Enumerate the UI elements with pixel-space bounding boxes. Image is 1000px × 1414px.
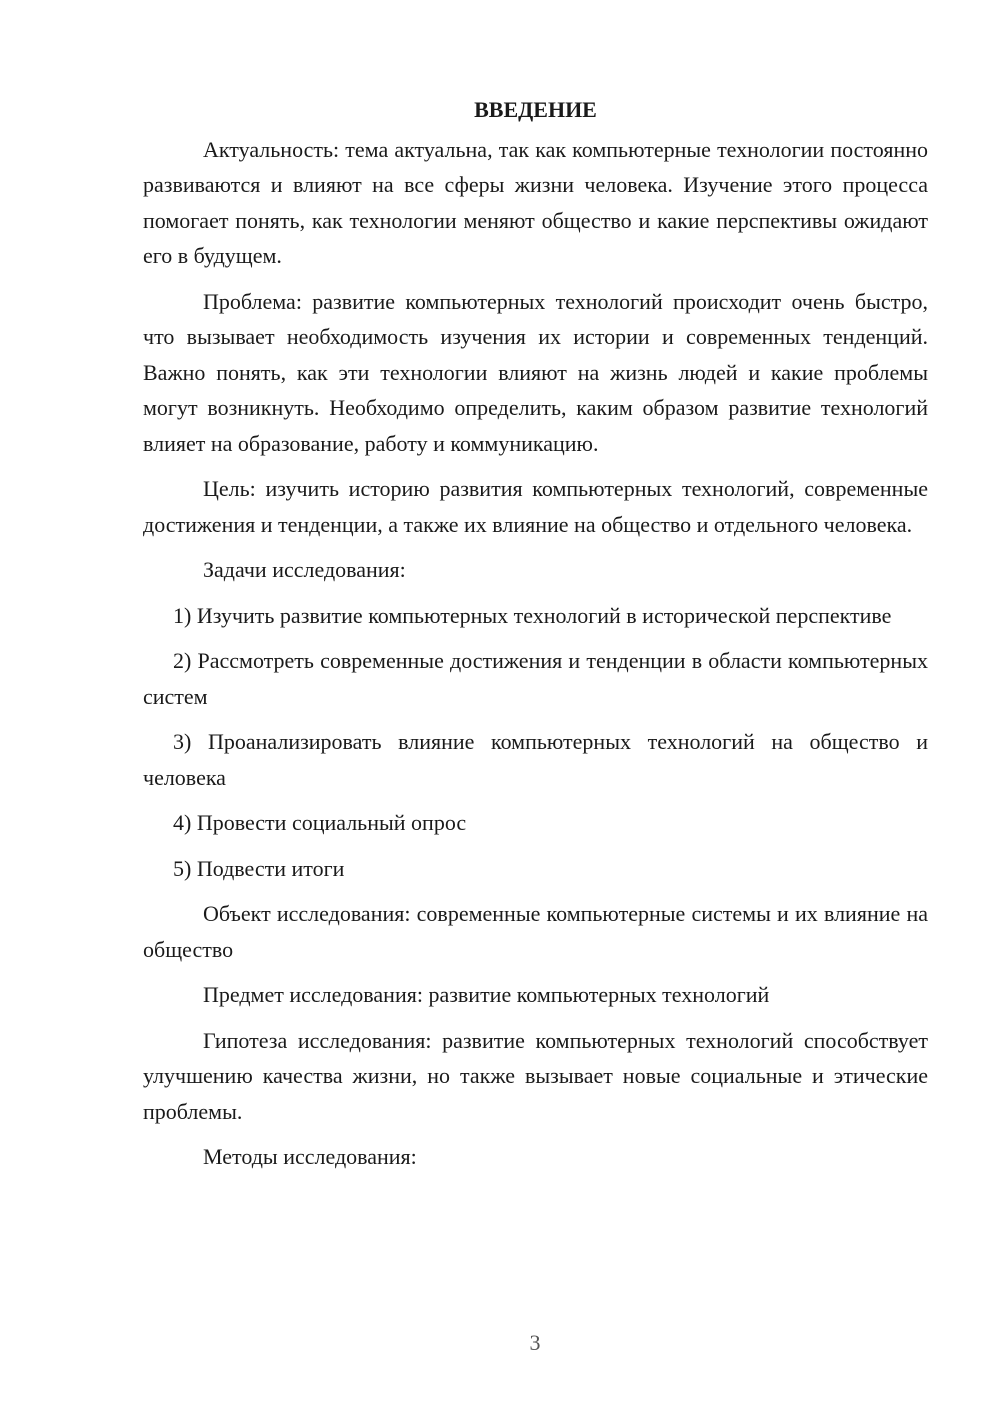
paragraph-object: Объект исследования: современные компьютерные системы и их влияние на общество: [143, 901, 928, 962]
task-item-3: 3) Проанализировать влияние компьютерных технологий на общество и человека: [143, 729, 928, 790]
paragraph-problem: Проблема: развитие компьютерных технологий происходит очень быстро, что вызывает необходимость изучения их истории и современных тенденций. Важно понять, как эти технологии влияют на жизнь людей и какие проблемы могут возникнуть. Необходимо определить, каким образом развитие технологий влияет на образование, работу и коммуникацию.: [143, 288, 928, 456]
task-item-1: 1) Изучить развитие компьютерных технологий в исторической перспективе: [173, 602, 892, 628]
task-item-4: 4) Провести социальный опрос: [173, 810, 467, 835]
page-number: 3: [529, 1330, 541, 1355]
paragraph-goal: Цель: изучить историю развития компьютерных технологий, современные достижения и тенденции, а также их влияние на общество и отдельного человека.: [143, 476, 928, 537]
paragraph-methods: Методы исследования:: [203, 1144, 417, 1169]
paragraph-relevance: Актуальность: тема актуальна, так как компьютерные технологии постоянно развиваются и влияют на все сферы жизни человека. Изучение этого процесса помогает понять, как технологии меняют общество и какие перспективы ожидают его в будущем.: [143, 136, 928, 268]
task-item-2: 2) Рассмотреть современные достижения и тенденции в области компьютерных систем: [143, 648, 928, 709]
task-item-5: 5) Подвести итоги: [173, 855, 345, 881]
section-title: ВВЕДЕНИЕ: [474, 97, 597, 122]
document-page: [143, 92, 928, 1185]
paragraph-subject: Предмет исследования: развитие компьютерных технологий: [203, 982, 770, 1007]
paragraph-tasks-heading: Задачи исследования:: [203, 557, 406, 582]
paragraph-hypothesis: Гипотеза исследования: развитие компьютерных технологий способствует улучшению качества жизни, но также вызывает новые социальные и этические проблемы.: [143, 1027, 928, 1124]
